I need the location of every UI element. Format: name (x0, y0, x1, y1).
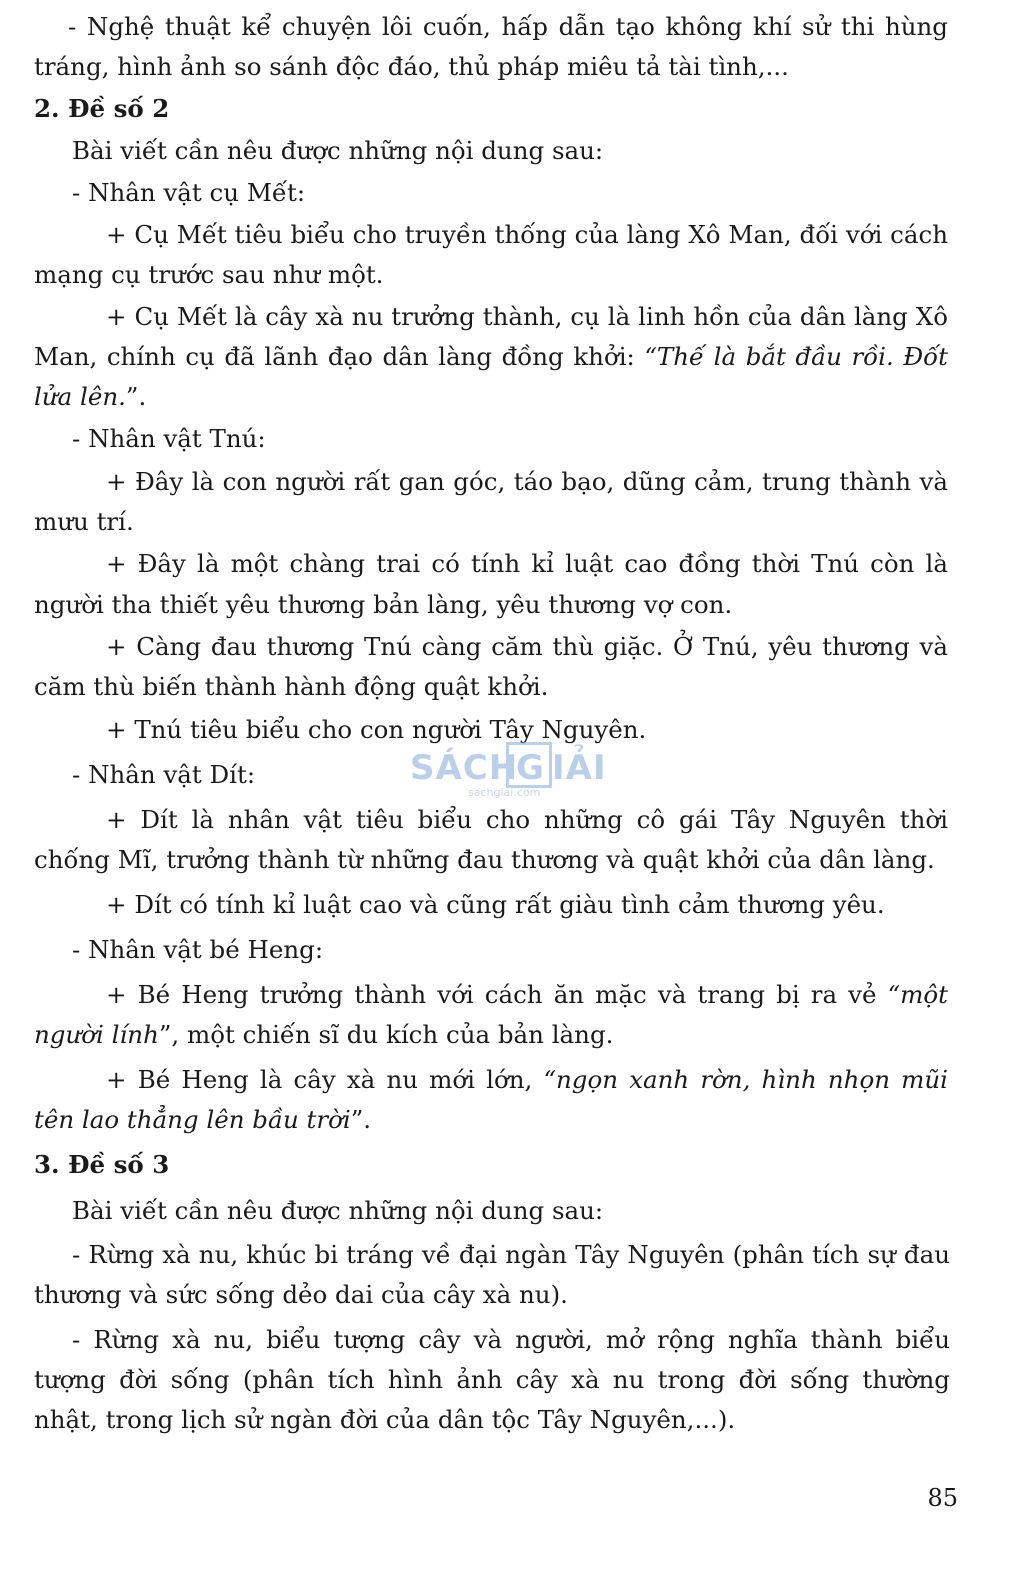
text-span: Man, chính cụ đã lãnh đạo dân làng đồng khởi: (34, 342, 645, 371)
text-line: - Nhân vật cụ Mết: (72, 178, 306, 207)
text-span: ”. (350, 1105, 372, 1134)
text-line: chống Mĩ, trưởng thành từ những đau thương và quật khởi của dân làng. (34, 845, 935, 874)
text-line: tượng đời sống (phân tích hình ảnh cây xà nu trong đời sống thường (34, 1365, 950, 1394)
text-line: thương và sức sống dẻo dai của cây xà nu). (34, 1280, 568, 1309)
watermark-text-right: IẢI (552, 748, 607, 788)
quote-span: người lính (34, 1020, 159, 1049)
text-line: - Nhân vật Dít: (72, 760, 256, 789)
text-line (34, 1105, 634, 1135)
quote-span: “ngọn xanh rờn, hình nhọn mũi (543, 1065, 948, 1094)
quote-span: “Thế là bắt đầu rồi. Đốt (644, 342, 948, 371)
text-line (34, 382, 434, 412)
text-line: + Cụ Mết là cây xà nu trưởng thành, cụ là linh hồn của dân làng Xô (106, 302, 948, 331)
text-span: ”. (125, 382, 147, 411)
text-line: mạng cụ trước sau như một. (34, 260, 384, 289)
page-number: 85 (927, 1484, 958, 1512)
text-line: + Tnú tiêu biểu cho con người Tây Nguyên. (106, 715, 647, 744)
text-line: nhật, trong lịch sử ngàn đời của dân tộc Tây Nguyên,...). (34, 1405, 736, 1434)
text-line: căm thù biến thành hành động quật khởi. (34, 672, 549, 701)
text-line: Bài viết cần nêu được những nội dung sau: (72, 136, 604, 165)
text-line-mixed (106, 1065, 948, 1095)
watermark-text-left: SÁCH (410, 748, 519, 788)
text-line: mưu trí. (34, 507, 134, 536)
text-span: + Bé Heng trưởng thành với cách ăn mặc và trang bị ra vẻ (106, 980, 888, 1009)
section-heading: 3. Đề số 3 (34, 1150, 170, 1179)
text-line: Bài viết cần nêu được những nội dung sau: (72, 1196, 604, 1225)
text-line: tráng, hình ảnh so sánh độc đáo, thủ pháp miêu tả tài tình,... (34, 52, 789, 81)
text-line: + Đây là con người rất gan góc, táo bạo, dũng cảm, trung thành và (106, 467, 948, 496)
watermark-logo (410, 742, 620, 802)
text-line: - Rừng xà nu, biểu tượng cây và người, mở rộng nghĩa thành biểu (72, 1325, 950, 1354)
text-line: + Dít là nhân vật tiêu biểu cho những cô gái Tây Nguyên thời (106, 805, 948, 834)
quote-span: tên lao thẳng lên bầu trời (34, 1105, 351, 1134)
text-line: + Càng đau thương Tnú càng căm thù giặc. Ở Tnú, yêu thương và (106, 632, 948, 661)
text-line: người tha thiết yêu thương bản làng, yêu thương vợ con. (34, 590, 733, 619)
text-line: - Nhân vật bé Heng: (72, 935, 324, 964)
text-line (106, 980, 948, 1010)
text-line (34, 1020, 934, 1050)
text-line (106, 1065, 948, 1095)
text-line-mixed (34, 342, 948, 372)
text-line: + Đây là một chàng trai có tính kỉ luật cao đồng thời Tnú còn là (106, 549, 948, 578)
text-line: + Dít có tính kỉ luật cao và cũng rất giàu tình cảm thương yêu. (106, 890, 885, 919)
watermark-subtext: sachgiai.com (468, 786, 541, 799)
watermark-text-mid: G (516, 748, 545, 788)
text-line: - Nhân vật Tnú: (72, 424, 266, 453)
text-line: + Cụ Mết tiêu biểu cho truyền thống của làng Xô Man, đối với cách (106, 220, 948, 249)
text-line-mixed (106, 980, 948, 1010)
section-heading: 2. Đề số 2 (34, 94, 170, 123)
text-line (34, 342, 948, 372)
quote-span: lửa lên. (34, 382, 126, 411)
text-span: ”, một chiến sĩ du kích của bản làng. (158, 1020, 614, 1049)
text-span: + Bé Heng là cây xà nu mới lớn, (106, 1065, 544, 1094)
quote-span: “một (887, 980, 948, 1009)
text-line: - Nghệ thuật kể chuyện lôi cuốn, hấp dẫn tạo không khí sử thi hùng (68, 12, 948, 41)
text-line: - Rừng xà nu, khúc bi tráng về đại ngàn Tây Nguyên (phân tích sự đau (72, 1240, 950, 1269)
